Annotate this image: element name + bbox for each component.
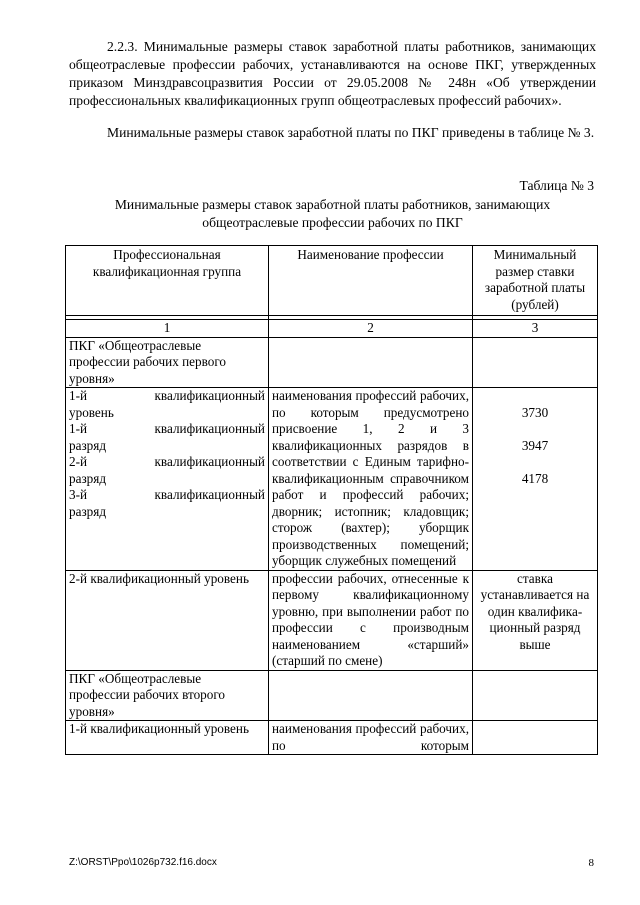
salary-value: 4178 [521, 470, 549, 486]
paragraph-table-reference: Минимальные размеры ставок заработной платы по ПКГ приведены в таблице № 3. [107, 125, 595, 140]
table-row [66, 670, 598, 721]
level1-salaries [473, 388, 598, 571]
column-number-1: 1 [66, 320, 269, 338]
salary-value: 3947 [521, 437, 549, 453]
table-title: Минимальные размеры ставок заработной платы работников, занимающих общеотраслевые профессии рабочих по ПКГ [114, 197, 551, 230]
salary-value: 3730 [521, 404, 549, 420]
header-profession: Наименование профессии [269, 246, 473, 316]
table-label: Таблица № 3 [519, 178, 594, 193]
pkg1-title: ПКГ «Общеотраслевые профессии рабочих первого уровня» [66, 337, 269, 388]
table-row [66, 721, 598, 755]
level2-profession: профессии рабочих, отнесенные к первому квалификационному уровню, при выполнении работ по профессии с производным наименованием «старший» (старший по смене) [269, 570, 473, 670]
level1-second-label: 1-й квалификационный уровень [66, 721, 269, 755]
level1-profession: наименования профессий рабочих, по которым предусмотрено присвоение 1, 2 и 3 квалификационных разрядов в соответствии с Единым тарифно-квалификационным справочником работ и профессий рабочих; дворник; истопник; кладовщик; сторож (вахтер); уборщик производственных помещений; уборщик служебных помещений [269, 388, 473, 571]
pkg2-title: ПКГ «Общеотраслевые профессии рабочих второго уровня» [66, 670, 269, 721]
table-row [66, 570, 598, 670]
column-number-row [66, 320, 598, 338]
level2-salary: ставка устанавливается на один квалифика-ционный разряд выше [473, 570, 598, 670]
table-row [66, 337, 598, 388]
column-number-3: 3 [473, 320, 598, 338]
level1-labels: 1-й квалификационный уровень 1-й квалификационный разряд 2-й квалификационный разряд 3-й квалификационный разряд [66, 388, 269, 571]
table-header-row [66, 246, 598, 316]
salary-table [65, 245, 598, 755]
header-pkg: Профессиональная квалификационная группа [66, 246, 269, 316]
footer-page-number: 8 [588, 857, 594, 869]
footer-file-path: Z:\ORST\Ppo\1026p732.f16.docx [69, 857, 217, 868]
paragraph-2-2-3: 2.2.3. Минимальные размеры ставок заработной платы работников, занимающих общеотраслевые профессии рабочих, устанавливаются на основе ПКГ, утвержденных приказом Минздравсоцразвития России от 29.05.2008 № 248н «Об утверждении профессиональных квалификационных групп общеотраслевых профессий рабочих». [69, 39, 596, 108]
level1-second-profession: наименования профессий рабочих, по которым [269, 721, 473, 755]
column-number-2: 2 [269, 320, 473, 338]
level2-label: 2-й квалификационный уровень [66, 570, 269, 670]
table-row [66, 388, 598, 571]
header-salary: Минимальный размер ставки заработной платы (рублей) [473, 246, 598, 316]
